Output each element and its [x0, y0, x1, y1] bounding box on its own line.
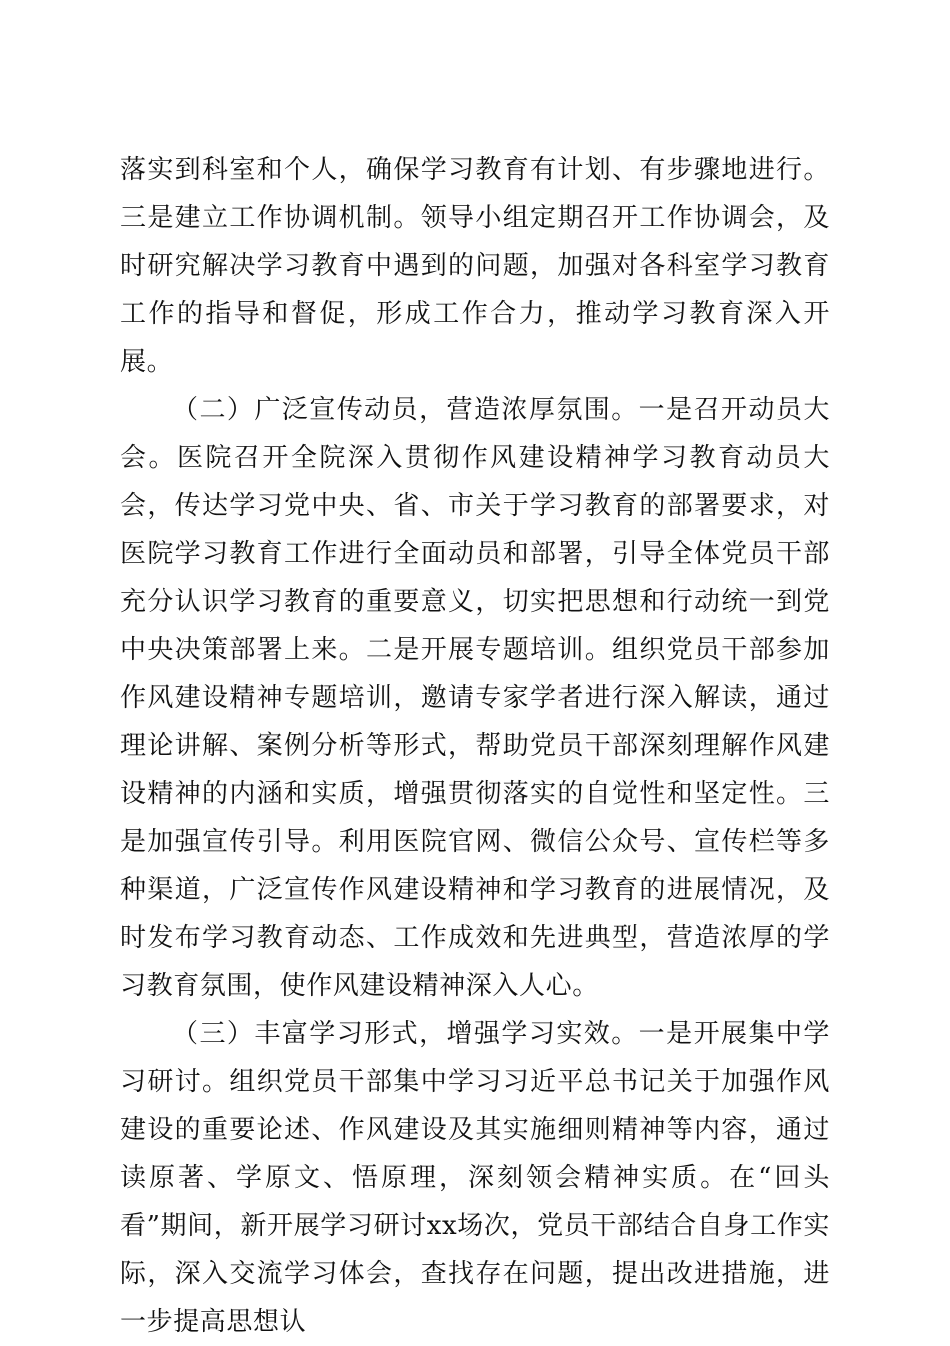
paragraph-continued: 落实到科室和个人，确保学习教育有计划、有步骤地进行。三是建立工作协调机制。领导小组定期召开工作协调会，及时研究解决学习教育中遇到的问题，加强对各科室学习教育工作的指导和督促，形成工作合力，推动学习教育深入开展。	[120, 155, 830, 377]
document-body	[120, 146, 830, 1346]
paragraph-section-2: （二）广泛宣传动员，营造浓厚氛围。一是召开动员大会。医院召开全院深入贯彻作风建设精神学习教育动员大会，传达学习党中央、省、市关于学习教育的部署要求，对医院学习教育工作进行全面动员和部署，引导全体党员干部充分认识学习教育的重要意义，切实把思想和行动统一到党中央决策部署上来。二是开展专题培训。组织党员干部参加作风建设精神专题培训，邀请专家学者进行深入解读，通过理论讲解、案例分析等形式，帮助党员干部深刻理解作风建设精神的内涵和实质，增强贯彻落实的自觉性和坚定性。三是加强宣传引导。利用医院官网、微信公众号、宣传栏等多种渠道，广泛宣传作风建设精神和学习教育的进展情况，及时发布学习教育动态、工作成效和先进典型，营造浓厚的学习教育氛围，使作风建设精神深入人心。	[120, 395, 830, 1001]
paragraph-section-3: （三）丰富学习形式，增强学习实效。一是开展集中学习研讨。组织党员干部集中学习习近平总书记关于加强作风建设的重要论述、作风建设及其实施细则精神等内容，通过读原著、学原文、悟原理，深刻领会精神实质。在“回头看”期间，新开展学习研讨xx场次，党员干部结合自身工作实际，深入交流学习体会，查找存在问题，提出改进措施，进一步提高思想认	[120, 1019, 830, 1337]
